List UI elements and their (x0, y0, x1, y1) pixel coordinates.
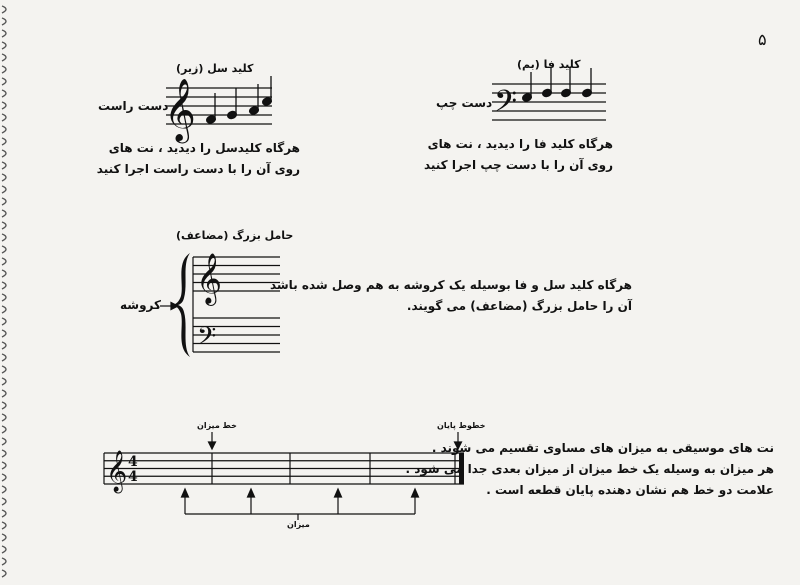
brace-label: کروشه (120, 298, 161, 312)
bass-description-line-1: هرگاه کلید فا را دیدید ، نت های (427, 137, 613, 151)
grand-staff-description (269, 275, 632, 317)
treble-clef-title: کلید سل (زیر) (176, 62, 254, 75)
barline-arrow (209, 432, 216, 449)
time-signature-bottom: 4 (128, 469, 138, 485)
right-hand-label: دست راست (98, 99, 169, 113)
treble-description-line-2: روی آن را با دست راست اجرا کنید (96, 162, 300, 176)
treble-notes (206, 76, 273, 124)
final-barline-label: خطوط پایان (437, 421, 486, 430)
grand-treble-clef-icon: 𝄞 (196, 253, 223, 304)
measures-description-line-3: علامت دو خط هم نشان دهنده پایان قطعه است . (486, 483, 774, 497)
grand-staff-description-line-1: هرگاه کلید سل و فا بوسیله یک کروشه به هم وصل شده باشد (269, 278, 632, 292)
bass-notes (522, 68, 593, 102)
treble-description (96, 138, 300, 180)
measures-description-line-2: هر میزان به وسیله یک خط میزان از میزان بعدی جدا می شود . (405, 462, 774, 476)
bass-clef-title: کلید فا (بم) (517, 58, 581, 71)
measures-description-line-1: نت های موسیقی به میزان های مساوی تقسیم می شوند . (431, 441, 774, 455)
time-signature-top: 4 (128, 454, 138, 470)
treble-description-line-1: هرگاه کلیدسل را دیدید ، نت های (108, 141, 300, 155)
measures-description (405, 438, 774, 501)
measure-label: میزان (287, 520, 310, 529)
barline-label: خط میزان (197, 421, 237, 430)
bass-description-line-2: روی آن را با دست چپ اجرا کنید (423, 158, 613, 172)
brace-arrow (160, 303, 178, 310)
measure-bracket (182, 489, 419, 520)
left-hand-label: دست چپ (436, 96, 493, 110)
bass-description (423, 134, 613, 176)
measure-treble-clef-icon: 𝄞 (106, 451, 128, 492)
grand-bass-clef-icon: 𝄢 (197, 322, 217, 357)
treble-clef-icon: 𝄞 (164, 78, 196, 141)
grand-staff-title: حامل بزرگ (مضاعف) (176, 229, 294, 242)
page-number: ۵ (758, 30, 767, 49)
grand-staff-description-line-2: آن را حامل بزرگ (مضاعف) می گویند. (406, 299, 632, 313)
bass-clef-icon: 𝄢 (494, 85, 518, 126)
